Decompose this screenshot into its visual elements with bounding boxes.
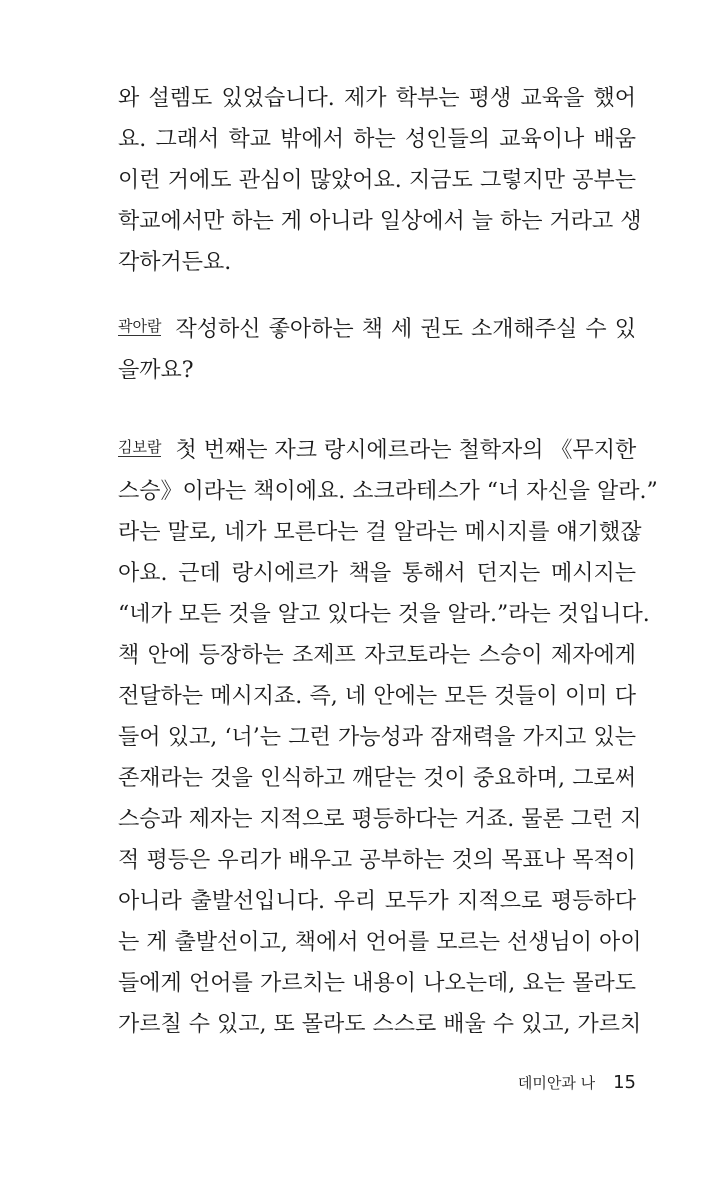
text-line: 적 평등은 우리가 배우고 공부하는 것의 목표나 목적이 bbox=[118, 848, 636, 873]
speaker-label: 곽아람 bbox=[118, 317, 162, 335]
answer-line bbox=[118, 430, 636, 471]
text-line: 들어 있고, ‘너’는 그런 가능성과 잠재력을 가지고 있는 bbox=[118, 725, 636, 750]
text-line: 아요. 근데 랑시에르가 책을 통해서 던지는 메시지는 bbox=[118, 561, 636, 586]
page-footer bbox=[518, 1072, 636, 1093]
text-line: 이런 거에도 관심이 많았어요. 지금도 그렇지만 공부는 bbox=[118, 168, 636, 193]
text-line: 요. 그래서 학교 밖에서 하는 성인들의 교육이나 배움 bbox=[118, 127, 636, 152]
text-line: 가르칠 수 있고, 또 몰라도 스스로 배울 수 있고, 가르치 bbox=[118, 1012, 642, 1037]
text-line: 첫 번째는 자크 랑시에르라는 철학자의 《무지한 bbox=[175, 438, 637, 463]
text-line: 라는 말로, 네가 모른다는 걸 알라는 메시지를 얘기했잖 bbox=[118, 520, 642, 545]
text-line: 작성하신 좋아하는 책 세 권도 소개해주실 수 있 bbox=[175, 317, 636, 342]
running-title: 데미안과 나 bbox=[517, 1074, 596, 1092]
text-line: 전달하는 메시지죠. 즉, 네 안에는 모든 것들이 이미 다 bbox=[118, 684, 636, 709]
text-line: 스승과 제자는 지적으로 평등하다는 거죠. 물론 그런 지 bbox=[118, 807, 642, 832]
text-line: 존재라는 것을 인식하고 깨닫는 것이 중요하며, 그로써 bbox=[118, 766, 636, 791]
page-number: 15 bbox=[613, 1072, 636, 1093]
text-line: 는 게 출발선이고, 책에서 언어를 모르는 선생님이 아이 bbox=[118, 930, 642, 955]
text-line: 아니라 출발선입니다. 우리 모두가 지적으로 평등하다 bbox=[118, 889, 636, 914]
text-line: 스승》이라는 책이에요. 소크라테스가 “너 자신을 알라.” bbox=[118, 479, 658, 504]
text-line: “네가 모든 것을 알고 있다는 것을 알라.”라는 것입니다. bbox=[118, 602, 650, 627]
text-line: 학교에서만 하는 게 아니라 일상에서 늘 하는 거라고 생 bbox=[118, 209, 642, 234]
text-line: 책 안에 등장하는 조제프 자코토라는 스승이 제자에게 bbox=[118, 643, 636, 668]
speaker-label: 김보람 bbox=[118, 438, 162, 456]
question-line bbox=[118, 309, 636, 350]
text-line: 와 설렘도 있었습니다. 제가 학부는 평생 교육을 했어 bbox=[118, 86, 636, 111]
text-line: 들에게 언어를 가르치는 내용이 나오는데, 요는 몰라도 bbox=[118, 971, 636, 996]
text-line: 각하거든요. bbox=[118, 250, 232, 275]
text-line: 을까요? bbox=[118, 358, 194, 383]
